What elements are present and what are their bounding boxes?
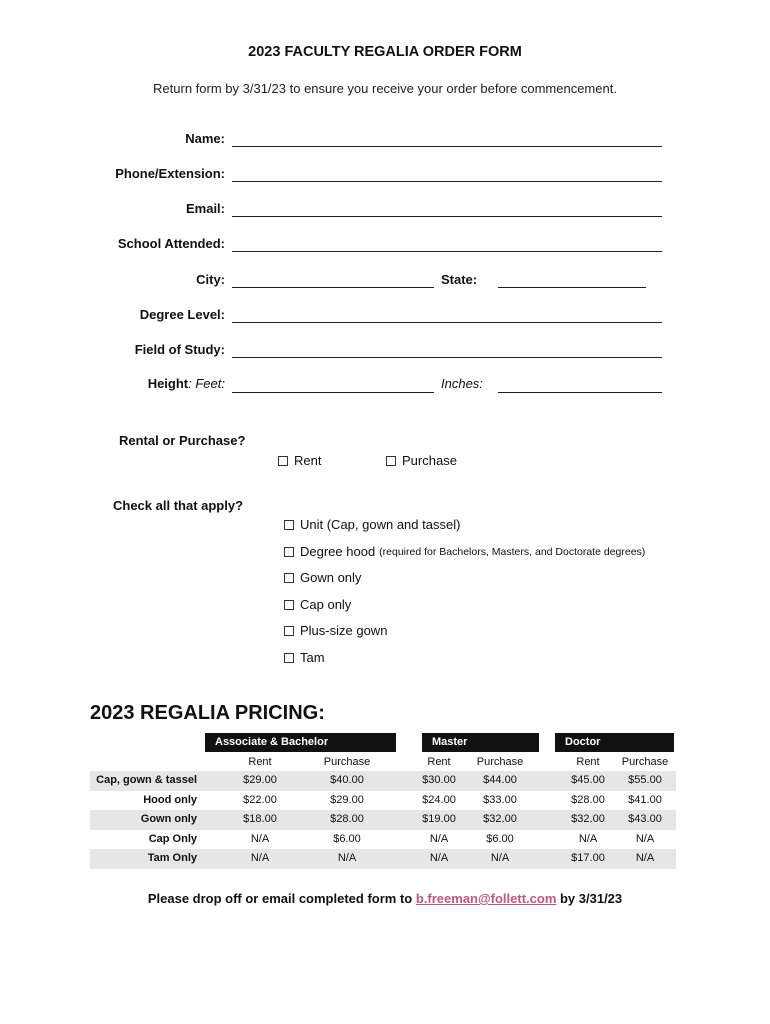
option-label: Purchase bbox=[402, 453, 457, 468]
price-cell: $22.00 bbox=[243, 793, 277, 806]
checkbox-icon bbox=[386, 456, 396, 466]
email-label: Email: bbox=[185, 201, 225, 216]
price-cell: $17.00 bbox=[571, 852, 605, 864]
feet-field[interactable] bbox=[232, 392, 434, 393]
price-cell: N/A bbox=[250, 832, 270, 845]
group-header-master: Master bbox=[422, 733, 539, 752]
price-cell: $41.00 bbox=[628, 793, 662, 806]
price-cell: $30.00 bbox=[422, 774, 456, 786]
inches-field[interactable] bbox=[498, 392, 662, 393]
field-of-study-label: Field of Study: bbox=[134, 342, 225, 357]
group-header-doctor: Doctor bbox=[555, 733, 674, 752]
feet-label: : Feet: bbox=[188, 376, 225, 391]
tam-checkbox[interactable] bbox=[284, 650, 325, 665]
option-label: Gown only bbox=[300, 570, 362, 585]
checkbox-icon bbox=[284, 600, 294, 610]
price-cell: N/A bbox=[490, 852, 510, 864]
table-row bbox=[90, 791, 676, 811]
price-cell: $45.00 bbox=[571, 774, 605, 786]
column-header-purchase: Purchase bbox=[621, 756, 669, 768]
school-label: School Attended: bbox=[117, 236, 225, 251]
table-row bbox=[90, 810, 676, 830]
degree-label: Degree Level: bbox=[139, 307, 225, 322]
name-label: Name: bbox=[185, 131, 225, 146]
table-row bbox=[90, 771, 676, 791]
price-cell: $6.00 bbox=[333, 832, 361, 845]
column-header-rent: Rent bbox=[576, 756, 600, 768]
price-cell: $55.00 bbox=[628, 774, 662, 786]
checkbox-icon bbox=[284, 573, 294, 583]
footer-text-after: by 3/31/23 bbox=[556, 891, 623, 906]
city-field[interactable] bbox=[232, 287, 434, 288]
price-cell: $18.00 bbox=[243, 813, 277, 825]
row-label: Cap, gown & tassel bbox=[96, 774, 197, 786]
form-subtitle: Return form by 3/31/23 to ensure you receive your order before commencement. bbox=[153, 81, 617, 96]
price-cell: $24.00 bbox=[422, 793, 456, 806]
column-header-rent: Rent bbox=[427, 756, 451, 768]
email-link[interactable]: b.freeman@follett.com bbox=[415, 891, 557, 906]
email-field[interactable] bbox=[232, 216, 662, 217]
price-cell: $32.00 bbox=[571, 813, 605, 825]
degree-field[interactable] bbox=[232, 322, 662, 323]
column-header-rent: Rent bbox=[248, 756, 272, 768]
rental-question: Rental or Purchase? bbox=[119, 433, 246, 448]
price-cell: $32.00 bbox=[483, 813, 517, 825]
phone-field[interactable] bbox=[232, 181, 662, 182]
checkbox-icon bbox=[284, 653, 294, 663]
pricing-heading: 2023 REGALIA PRICING: bbox=[90, 702, 325, 724]
rent-checkbox[interactable] bbox=[278, 453, 321, 468]
option-label: Tam bbox=[300, 650, 325, 665]
height-label-text: Height bbox=[147, 376, 189, 391]
column-header-purchase: Purchase bbox=[323, 756, 371, 768]
option-label: Plus-size gown bbox=[300, 623, 388, 638]
group-header-associate-bachelor: Associate & Bachelor bbox=[205, 733, 396, 752]
plus-size-gown-checkbox[interactable] bbox=[284, 623, 387, 638]
column-header-purchase: Purchase bbox=[476, 756, 524, 768]
price-cell: $40.00 bbox=[330, 774, 364, 786]
city-label: City: bbox=[196, 272, 225, 287]
state-label: State: bbox=[441, 272, 478, 287]
price-cell: N/A bbox=[578, 832, 598, 845]
checkbox-icon bbox=[284, 520, 294, 530]
purchase-checkbox[interactable] bbox=[386, 453, 457, 468]
price-cell: N/A bbox=[429, 852, 449, 864]
price-cell: N/A bbox=[429, 832, 449, 845]
footer-text-before: Please drop off or email completed form to bbox=[147, 891, 416, 906]
row-label: Hood only bbox=[143, 793, 197, 806]
price-cell: $43.00 bbox=[628, 813, 662, 825]
school-field[interactable] bbox=[232, 251, 662, 252]
checkbox-icon bbox=[284, 547, 294, 557]
price-cell: $44.00 bbox=[483, 774, 517, 786]
price-cell: $29.00 bbox=[243, 774, 277, 786]
table-row bbox=[90, 849, 676, 869]
cap-only-checkbox[interactable] bbox=[284, 597, 351, 612]
form-title: 2023 FACULTY REGALIA ORDER FORM bbox=[248, 44, 522, 60]
height-label bbox=[0, 376, 225, 391]
price-cell: $33.00 bbox=[483, 793, 517, 806]
checkbox-icon bbox=[284, 626, 294, 636]
option-note: (required for Bachelors, Masters, and Doctorate degrees) bbox=[379, 545, 646, 558]
price-cell: N/A bbox=[635, 852, 655, 864]
unit-checkbox[interactable] bbox=[284, 517, 460, 532]
option-label: Rent bbox=[294, 453, 322, 468]
table-row bbox=[90, 830, 676, 850]
name-field[interactable] bbox=[232, 146, 662, 147]
price-cell: $29.00 bbox=[330, 793, 364, 806]
row-label: Gown only bbox=[140, 813, 197, 825]
option-label: Unit (Cap, gown and tassel) bbox=[300, 517, 461, 532]
inches-label: Inches: bbox=[441, 376, 483, 391]
price-cell: N/A bbox=[337, 852, 357, 864]
option-label: Degree hood bbox=[300, 544, 376, 559]
field-of-study-field[interactable] bbox=[232, 357, 662, 358]
price-cell: $19.00 bbox=[422, 813, 456, 825]
state-field[interactable] bbox=[498, 287, 646, 288]
price-cell: $28.00 bbox=[330, 813, 364, 825]
gown-only-checkbox[interactable] bbox=[284, 570, 361, 585]
price-cell: $28.00 bbox=[571, 793, 605, 806]
apply-question: Check all that apply? bbox=[113, 498, 244, 513]
row-label: Tam Only bbox=[147, 852, 197, 864]
price-cell: N/A bbox=[250, 852, 270, 864]
option-label: Cap only bbox=[300, 597, 352, 612]
checkbox-icon bbox=[278, 456, 288, 466]
row-label: Cap Only bbox=[148, 832, 197, 845]
phone-label: Phone/Extension: bbox=[115, 166, 225, 181]
price-cell: $6.00 bbox=[486, 832, 514, 845]
price-cell: N/A bbox=[635, 832, 655, 845]
footer-note bbox=[0, 891, 770, 906]
degree-hood-checkbox[interactable] bbox=[284, 544, 645, 559]
